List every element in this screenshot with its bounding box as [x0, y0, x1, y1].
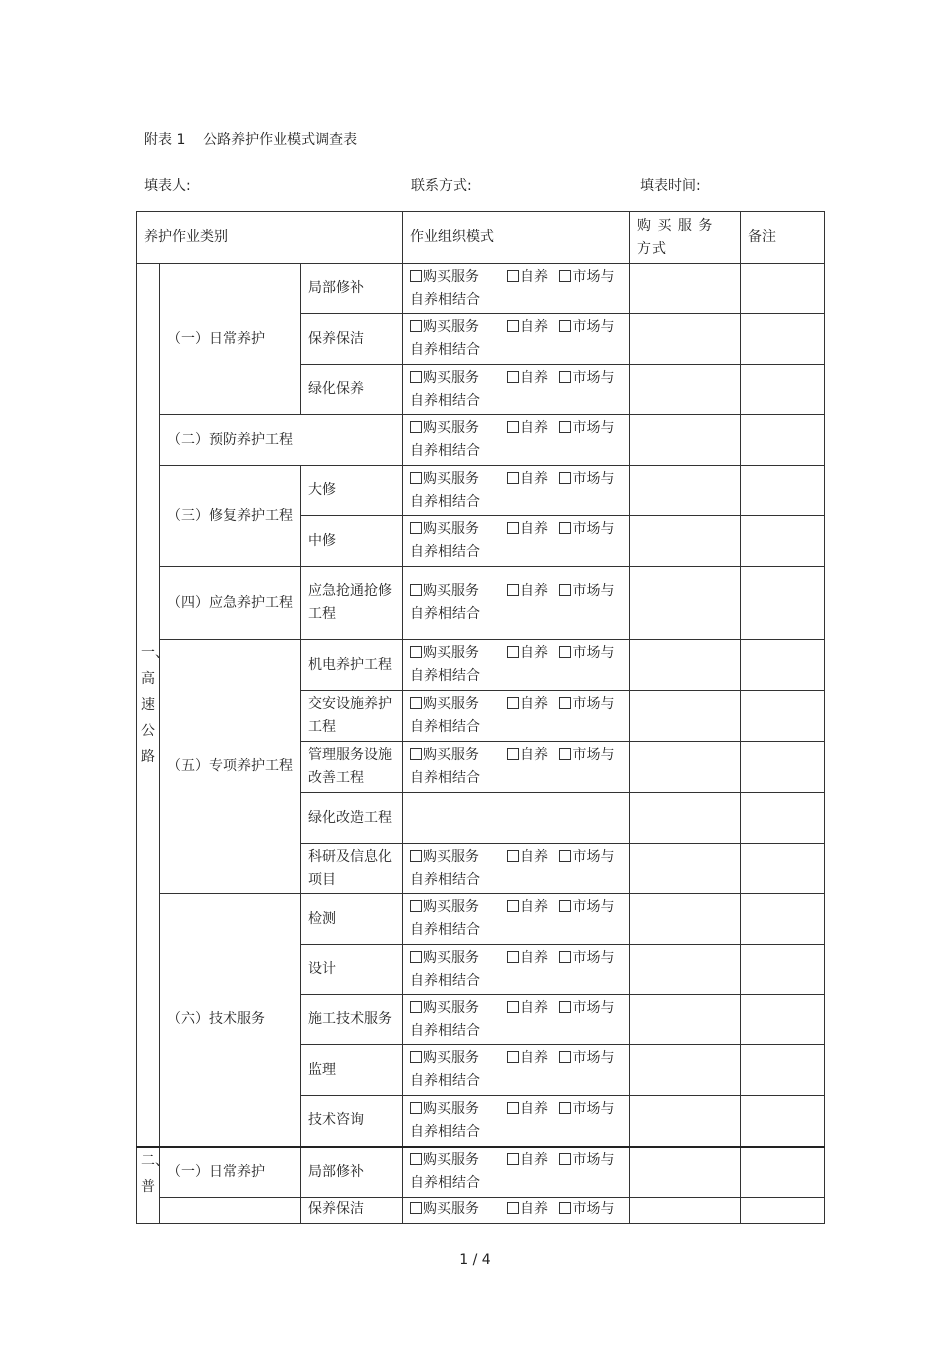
- remark-cell[interactable]: [741, 691, 825, 742]
- checkbox-icon[interactable]: [559, 900, 571, 912]
- checkbox-icon[interactable]: [559, 371, 571, 383]
- remark-cell[interactable]: [741, 516, 825, 567]
- section-empty: [160, 1198, 301, 1224]
- checkbox-icon[interactable]: [559, 320, 571, 332]
- item-label: 交安设施养护工程: [301, 691, 403, 742]
- section-emergency: （四）应急养护工程: [160, 567, 301, 640]
- item-label: 施工技术服务: [301, 995, 403, 1045]
- checkbox-icon[interactable]: [410, 1051, 422, 1063]
- checkbox-icon[interactable]: [410, 1153, 422, 1165]
- checkbox-icon[interactable]: [410, 472, 422, 484]
- header-mode: 作业组织模式: [403, 212, 630, 264]
- remark-cell[interactable]: [741, 793, 825, 844]
- mode-options[interactable]: 购买服务 自养 市场与 自养相结合: [403, 742, 630, 793]
- checkbox-icon[interactable]: [507, 1051, 519, 1063]
- table-row: [137, 466, 825, 516]
- item-label: 局部修补: [301, 1147, 403, 1198]
- checkbox-icon[interactable]: [559, 1202, 571, 1214]
- checkbox-icon[interactable]: [507, 850, 519, 862]
- mode-options[interactable]: 购买服务 自养 市场与: [403, 1198, 630, 1224]
- checkbox-icon[interactable]: [410, 900, 422, 912]
- purchase-cell[interactable]: [630, 640, 741, 691]
- checkbox-icon[interactable]: [507, 522, 519, 534]
- checkbox-icon[interactable]: [559, 850, 571, 862]
- section-repair: （三）修复养护工程: [160, 466, 301, 567]
- remark-cell[interactable]: [741, 894, 825, 945]
- mode-options[interactable]: 购买服务 自养 市场与 自养相结合: [403, 1147, 630, 1198]
- section-daily-ordinary: （一）日常养护: [160, 1147, 301, 1198]
- purchase-cell[interactable]: [630, 264, 741, 314]
- purchase-cell[interactable]: [630, 516, 741, 567]
- checkbox-icon[interactable]: [559, 1153, 571, 1165]
- checkbox-icon[interactable]: [507, 748, 519, 760]
- table-row: [137, 1198, 825, 1224]
- checkbox-icon[interactable]: [410, 850, 422, 862]
- header-row: [137, 212, 825, 264]
- checkbox-icon[interactable]: [410, 320, 422, 332]
- table-row: [137, 640, 825, 691]
- mode-options[interactable]: 购买服务 自养 市场与 自养相结合: [403, 1045, 630, 1096]
- checkbox-icon[interactable]: [410, 748, 422, 760]
- section-preventive: （二）预防养护工程: [160, 415, 403, 466]
- checkbox-icon[interactable]: [507, 1102, 519, 1114]
- mode-cell-empty[interactable]: [403, 793, 630, 844]
- checkbox-icon[interactable]: [410, 697, 422, 709]
- header-purchase: 购 买 服 务 方式: [630, 212, 741, 264]
- checkbox-icon[interactable]: [559, 270, 571, 282]
- page-indicator: 1 / 4: [459, 1252, 491, 1268]
- checkbox-icon[interactable]: [507, 646, 519, 658]
- checkbox-icon[interactable]: [507, 951, 519, 963]
- item-label: 设计: [301, 945, 403, 995]
- item-label: 检测: [301, 894, 403, 945]
- checkbox-icon[interactable]: [559, 522, 571, 534]
- header-remark: 备注: [741, 212, 825, 264]
- purchase-cell[interactable]: [630, 793, 741, 844]
- checkbox-icon[interactable]: [507, 697, 519, 709]
- checkbox-icon[interactable]: [559, 646, 571, 658]
- checkbox-icon[interactable]: [410, 522, 422, 534]
- checkbox-icon[interactable]: [507, 900, 519, 912]
- table-row: [137, 894, 825, 945]
- item-label: 监理: [301, 1045, 403, 1096]
- checkbox-icon[interactable]: [507, 371, 519, 383]
- section-daily: （一）日常养护: [160, 264, 301, 415]
- checkbox-icon[interactable]: [410, 421, 422, 433]
- mode-options[interactable]: 购买服务 自养 市场与 自养相结合: [403, 894, 630, 945]
- purchase-cell[interactable]: [630, 365, 741, 415]
- checkbox-icon[interactable]: [410, 1202, 422, 1214]
- checkbox-icon[interactable]: [507, 320, 519, 332]
- table-row: [137, 1147, 825, 1198]
- purchase-cell[interactable]: [630, 1198, 741, 1224]
- purchase-cell[interactable]: [630, 1147, 741, 1198]
- fill-time-label: 填表时间:: [640, 178, 701, 194]
- survey-table: [136, 211, 825, 1224]
- header-category: 养护作业类别: [137, 212, 403, 264]
- mode-options[interactable]: 购买服务 自养 市场与 自养相结合: [403, 691, 630, 742]
- remark-cell[interactable]: [741, 995, 825, 1045]
- mode-options[interactable]: 购买服务 自养 市场与 自养相结合: [403, 844, 630, 894]
- remark-cell[interactable]: [741, 415, 825, 466]
- checkbox-icon[interactable]: [507, 472, 519, 484]
- checkbox-icon[interactable]: [507, 584, 519, 596]
- table-row: [137, 264, 825, 314]
- group-highway: 一、高速公路: [137, 264, 160, 1147]
- mode-options[interactable]: 购买服务 自养 市场与 自养相结合: [403, 1096, 630, 1147]
- mode-options[interactable]: 购买服务 自养 市场与 自养相结合: [403, 640, 630, 691]
- purchase-cell[interactable]: [630, 1045, 741, 1096]
- checkbox-icon[interactable]: [410, 371, 422, 383]
- mode-options[interactable]: 购买服务 自养 市场与 自养相结合: [403, 264, 630, 314]
- document-title: 附表 1 公路养护作业模式调查表: [144, 132, 358, 148]
- checkbox-icon[interactable]: [410, 584, 422, 596]
- checkbox-icon[interactable]: [559, 584, 571, 596]
- remark-cell[interactable]: [741, 844, 825, 894]
- mode-options[interactable]: 购买服务 自养 市场与 自养相结合: [403, 415, 630, 466]
- remark-cell[interactable]: [741, 945, 825, 995]
- mode-options[interactable]: 购买服务 自养 市场与 自养相结合: [403, 365, 630, 415]
- purchase-cell[interactable]: [630, 691, 741, 742]
- remark-cell[interactable]: [741, 264, 825, 314]
- mode-options[interactable]: 购买服务 自养 市场与 自养相结合: [403, 945, 630, 995]
- checkbox-icon[interactable]: [559, 951, 571, 963]
- table-row: [137, 567, 825, 640]
- purchase-cell[interactable]: [630, 314, 741, 365]
- checkbox-icon[interactable]: [410, 646, 422, 658]
- item-label: 绿化改造工程: [301, 793, 403, 844]
- remark-cell[interactable]: [741, 1096, 825, 1147]
- item-label: 大修: [301, 466, 403, 516]
- item-label: 管理服务设施改善工程: [301, 742, 403, 793]
- remark-cell[interactable]: [741, 567, 825, 640]
- checkbox-icon[interactable]: [410, 270, 422, 282]
- checkbox-icon[interactable]: [559, 1051, 571, 1063]
- remark-cell[interactable]: [741, 1147, 825, 1198]
- remark-cell[interactable]: [741, 365, 825, 415]
- item-label: 局部修补: [301, 264, 403, 314]
- checkbox-icon[interactable]: [507, 421, 519, 433]
- purchase-cell[interactable]: [630, 844, 741, 894]
- item-label: 绿化保养: [301, 365, 403, 415]
- purchase-cell[interactable]: [630, 466, 741, 516]
- purchase-cell[interactable]: [630, 945, 741, 995]
- remark-cell[interactable]: [741, 314, 825, 365]
- mode-options[interactable]: 购买服务 自养 市场与 自养相结合: [403, 995, 630, 1045]
- checkbox-icon[interactable]: [559, 748, 571, 760]
- remark-cell[interactable]: [741, 742, 825, 793]
- checkbox-icon[interactable]: [410, 1001, 422, 1013]
- purchase-cell[interactable]: [630, 1096, 741, 1147]
- purchase-cell[interactable]: [630, 995, 741, 1045]
- item-label: 科研及信息化项目: [301, 844, 403, 894]
- mode-options[interactable]: 购买服务 自养 市场与 自养相结合: [403, 314, 630, 365]
- item-label: 中修: [301, 516, 403, 567]
- purchase-cell[interactable]: [630, 567, 741, 640]
- checkbox-icon[interactable]: [507, 1202, 519, 1214]
- checkbox-icon[interactable]: [559, 421, 571, 433]
- checkbox-icon[interactable]: [559, 1102, 571, 1114]
- remark-cell[interactable]: [741, 466, 825, 516]
- group-ordinary: 二、普: [137, 1147, 160, 1224]
- mode-options[interactable]: 购买服务 自养 市场与 自养相结合: [403, 567, 630, 640]
- remark-cell[interactable]: [741, 640, 825, 691]
- item-label: 技术咨询: [301, 1096, 403, 1147]
- mode-options[interactable]: 购买服务 自养 市场与 自养相结合: [403, 516, 630, 567]
- filler-label: 填表人:: [144, 178, 191, 194]
- section-tech: （六）技术服务: [160, 894, 301, 1147]
- purchase-cell[interactable]: [630, 415, 741, 466]
- item-label: 应急抢通抢修工程: [301, 567, 403, 640]
- checkbox-icon[interactable]: [559, 1001, 571, 1013]
- item-label: 保养保洁: [301, 314, 403, 365]
- remark-cell[interactable]: [741, 1198, 825, 1224]
- checkbox-icon[interactable]: [410, 951, 422, 963]
- checkbox-icon[interactable]: [559, 472, 571, 484]
- checkbox-icon[interactable]: [507, 1153, 519, 1165]
- checkbox-icon[interactable]: [410, 1102, 422, 1114]
- item-label: 机电养护工程: [301, 640, 403, 691]
- mode-options[interactable]: 购买服务 自养 市场与 自养相结合: [403, 466, 630, 516]
- purchase-cell[interactable]: [630, 742, 741, 793]
- item-label: 保养保洁: [301, 1198, 403, 1224]
- checkbox-icon[interactable]: [559, 697, 571, 709]
- checkbox-icon[interactable]: [507, 1001, 519, 1013]
- purchase-cell[interactable]: [630, 894, 741, 945]
- table-row: [137, 415, 825, 466]
- section-special: （五）专项养护工程: [160, 640, 301, 894]
- remark-cell[interactable]: [741, 1045, 825, 1096]
- contact-label: 联系方式:: [411, 178, 472, 194]
- checkbox-icon[interactable]: [507, 270, 519, 282]
